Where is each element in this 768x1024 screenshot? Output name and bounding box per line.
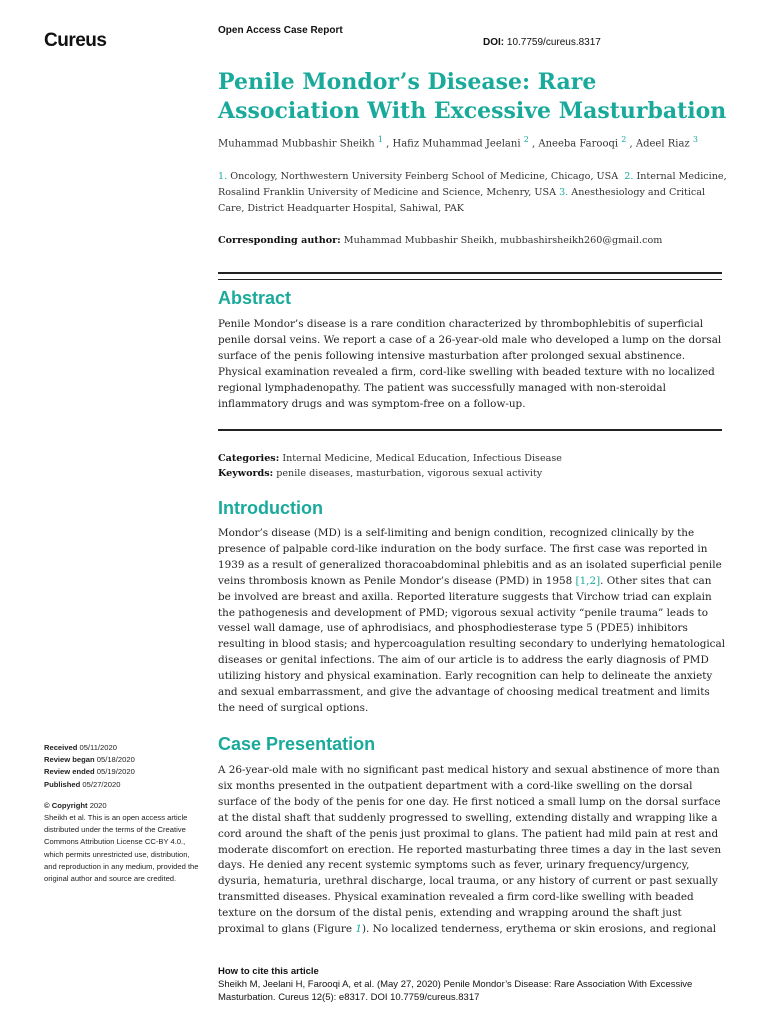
case-text-part: ). No localized tenderness, erythema or skin erosions, and regional (361, 923, 717, 936)
review-began-date (44, 754, 204, 766)
introduction-text-part: Mondor’s disease (MD) is a self-limiting and benign condition, recognized clinically by the presence of palpable cord-like induration on the body surface. The first case was reported in 1939 as a result of generalized thoracoabdominal phlebitis and as an isolated superficial penile veins thrombosis known as Penile Mondor’s disease (PMD) in 1958 (218, 527, 722, 587)
author-affiliation-ref[interactable]: 2 (621, 135, 627, 144)
section-divider (218, 272, 722, 280)
published-value: 05/27/2020 (82, 779, 121, 789)
abstract-heading: Abstract (218, 288, 292, 308)
author-affiliation-ref[interactable]: 2 (523, 135, 529, 144)
categories-text[interactable]: Internal Medicine, Medical Education, Infectious Disease (282, 453, 562, 464)
affiliation-text: Anesthesiology and Critical Care, District Headquarter Hospital, Sahiwal, PAK (218, 187, 706, 215)
affiliation-number: 1. (218, 171, 228, 182)
author-name[interactable]: Aneeba Farooqi (538, 138, 619, 150)
figure-link[interactable]: 1 (355, 923, 362, 936)
published-date (44, 779, 204, 791)
section-divider (218, 429, 722, 431)
categories-label: Categories: (218, 453, 280, 464)
article-title: Penile Mondor’s Disease: Rare Association With Excessive Masturbation (218, 69, 727, 124)
categories (218, 451, 738, 466)
license-text: Sheikh et al. This is an open access article distributed under the terms of the Creative Commons Attribution License CC-BY 4.0., which permits unrestricted use, distribution, and reproduction in any medium, provided the original author and source are credited. (44, 813, 199, 884)
journal-logo: Cureus (44, 30, 107, 51)
case-presentation-text (218, 763, 726, 938)
review-ended-label: Review ended (44, 767, 95, 777)
how-to-cite-text: Sheikh M, Jeelani H, Farooqi A, et al. (May 27, 2020) Penile Mondor’s Disease: Rare Association With Excessive Masturbation. Cureus 12(5): e8317. DOI 10.7759/cureus.8317 (218, 979, 693, 1003)
doi[interactable] (483, 37, 601, 48)
affiliation-number: 2. (624, 171, 634, 182)
keywords-label: Keywords: (218, 468, 274, 479)
how-to-cite (218, 965, 738, 1004)
author-name[interactable]: Hafiz Muhammad Jeelani (392, 138, 521, 150)
case-text-part: A 26-year-old male with no significant past medical history and sexual abstinence of more than six months presented in the outpatient department with a cord-like swelling on the dorsal surface of the body of the penis for one day. He first noticed a small lump on the dorsal surface at the distal shaft that suddenly progressed to swelling, extending distally and wrapping like a cord around the shaft of the penis just proximal to glans. The patient had mild pain at rest and moderate discomfort on erection. He reported masturbating three times a day in the last seven days. He denied any recent systemic symptoms such as fever, urinary frequency/urgency, dysuria, hematuria, urethral discharge, local trauma, or any history of current or past sexually transmitted diseases. Physical examination revealed a firm cord-like swelling with beaded texture on the dorsum of the distal penis, extending and wrapping around the shaft just proximal to glans (Figure (218, 764, 722, 936)
copyright-year: 2020 (89, 800, 107, 810)
author-name[interactable]: Adeel Riaz (635, 138, 690, 150)
corresponding-author (218, 235, 738, 246)
citation-link[interactable]: [1,2] (575, 574, 601, 587)
abstract-text: Penile Mondor’s disease is a rare condition characterized by thrombophlebitis of superficial penile dorsal veins. We report a case of a 26-year-old male who developed a lump on the dorsal surface of the penis following intensive masturbation after prolonged sexual abstinence. Physical examination revealed a firm, cord-like swelling with beaded texture with no localized regional lymphadenopathy. The patient was successfully managed with non-steroidal inflammatory drugs and was symptom-free on a follow-up. (218, 318, 722, 410)
author-name[interactable]: Muhammad Mubbashir Sheikh (218, 138, 375, 150)
corresponding-author-text[interactable]: Muhammad Mubbashir Sheikh, mubbashirsheikh260@gmail.com (343, 235, 663, 246)
author-affiliation-ref[interactable]: 1 (377, 135, 383, 144)
affiliation-number: 3. (559, 187, 569, 199)
review-began-value: 05/18/2020 (96, 755, 135, 765)
received-label: Received (44, 743, 78, 752)
copyright (44, 800, 204, 812)
doi-label: DOI: (483, 37, 505, 48)
affiliations (218, 169, 733, 218)
keywords (218, 466, 738, 481)
review-ended-value: 05/19/2020 (96, 767, 135, 777)
categories-keywords (218, 451, 738, 481)
article-type: Open Access Case Report (218, 25, 343, 36)
article-history-sidebar (44, 742, 204, 885)
introduction-heading: Introduction (218, 498, 323, 518)
keywords-text[interactable]: penile diseases, masturbation, vigorous sexual activity (276, 468, 543, 479)
copyright-label: © Copyright (44, 800, 88, 810)
doi-value: 10.7759/cureus.8317 (506, 37, 601, 48)
case-presentation-heading: Case Presentation (218, 734, 376, 754)
corresponding-author-label: Corresponding author: (218, 235, 341, 246)
introduction-text-part: . Other sites that can be involved are breast and axilla. Reported literature suggests that Virchow triad can explain the pathogenesis and development of PMD; vigorous sexual activity “penile trauma” leads to vessel wall damage, use of aphrodisiacs, and phosphodiesterase type 5 (PDE5) inhibitors resulting in blood stasis; and hypercoagulation resulting secondary to underlying hematological diseases or genital infections. The aim of our article is to address the early diagnosis of PMD utilizing history and physical examination. Early recognition can help to delineate the anxiety and sexual embarrassment, and give the advantage of choosing medical treatment and limits the need of surgical options. (218, 574, 726, 714)
how-to-cite-label: How to cite this article (218, 966, 319, 977)
affiliation-text: Oncology, Northwestern University Feinberg School of Medicine, Chicago, USA (230, 171, 619, 182)
author-affiliation-ref[interactable]: 3 (692, 135, 698, 144)
published-label: Published (44, 779, 81, 789)
received-date (44, 742, 204, 754)
introduction-text (218, 526, 726, 717)
review-ended-date (44, 766, 204, 778)
review-began-label: Review began (44, 755, 95, 765)
author-list: Muhammad Mubbashir Sheikh $^1$ , Hafiz Muhammad Jeelani $^2$ , Aneeba Farooqi $^2$ , Adeel Riaz $^3$ (218, 135, 698, 150)
affiliation-text: Internal Medicine, Rosalind Franklin University of Medicine and Science, Mchenry, USA (218, 171, 727, 199)
received-value: 05/11/2020 (79, 743, 117, 752)
